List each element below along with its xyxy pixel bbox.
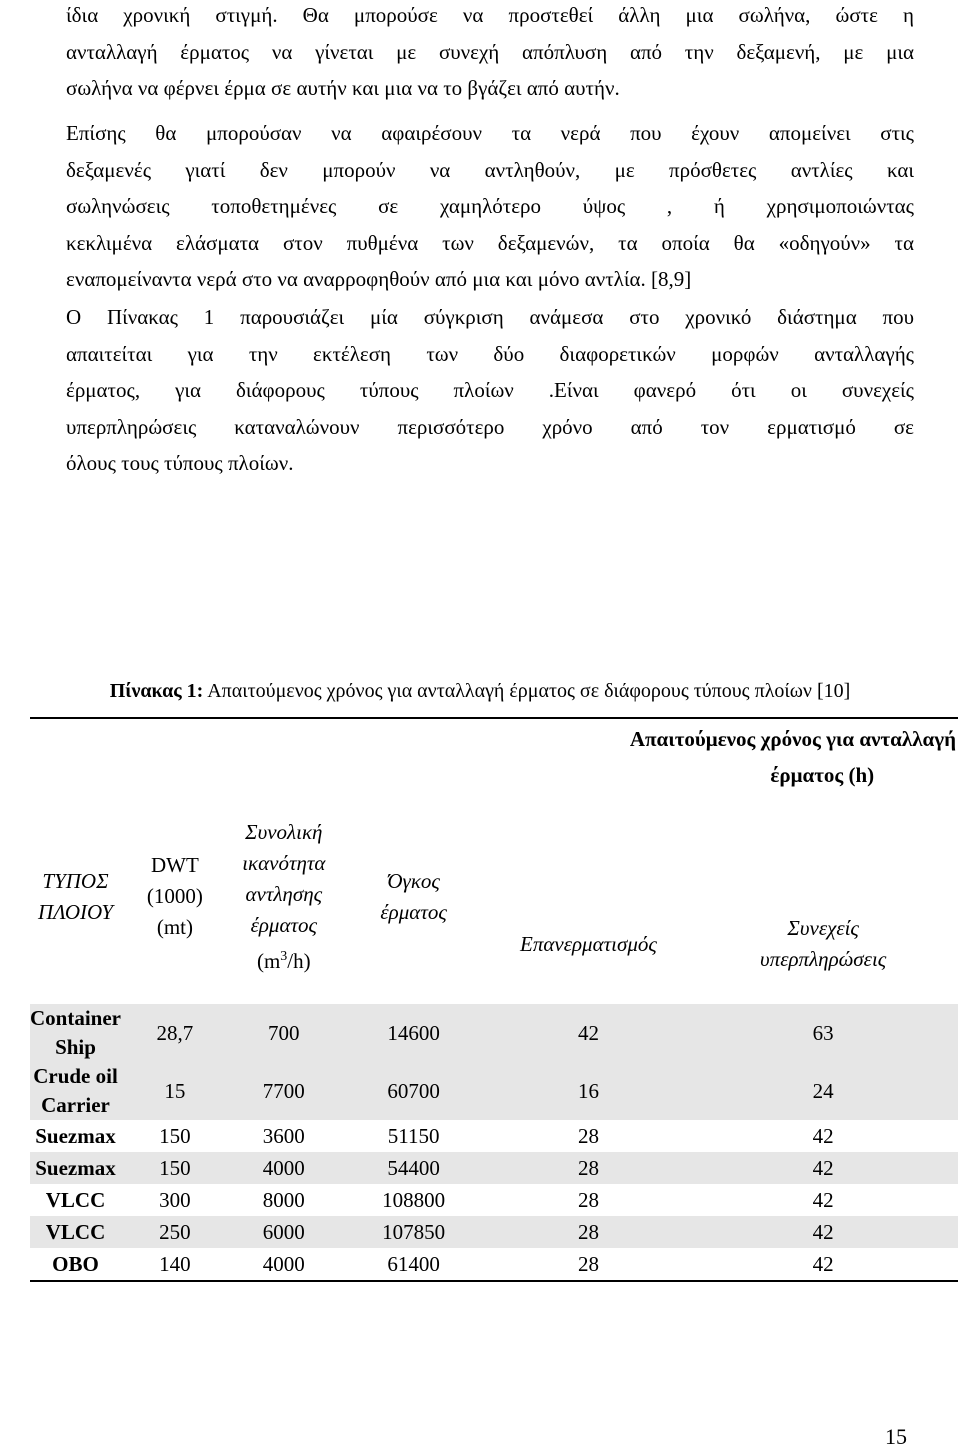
cell-volume: 61400 — [339, 1248, 489, 1281]
cell-volume: 60700 — [339, 1062, 489, 1120]
table-row — [30, 1248, 958, 1281]
paragraph-line: έρματος, για διάφορους τύπους πλοίων .Είναι φανερό ότι οι συνεχείς — [66, 378, 914, 403]
header-text: έρματος — [250, 912, 318, 937]
paragraph-line: Επίσης θα μπορούσαν να αφαιρέσουν τα νερά που έχουν απομείνει στις — [66, 121, 914, 145]
cell-dwt: 250 — [121, 1216, 229, 1248]
header-text: DWT — [151, 853, 199, 877]
cell-reballast: 42 — [489, 1004, 689, 1062]
paragraph-1 — [66, 0, 914, 107]
page-number: 15 — [885, 1424, 907, 1449]
cell-volume: 54400 — [339, 1152, 489, 1184]
table-caption — [0, 680, 960, 703]
paragraph-line: απαιτείται για την εκτέλεση των δύο διαφορετικών μορφών ανταλλαγής — [66, 341, 914, 366]
cell-pump: 700 — [229, 1004, 339, 1062]
cell-reballast: 28 — [489, 1248, 689, 1281]
table-row — [30, 1152, 958, 1184]
cell-pump: 3600 — [262, 1123, 305, 1148]
header-dwt — [121, 718, 229, 1004]
cell-overflow: 42 — [688, 1152, 958, 1184]
cell-overflow: 24 — [688, 1062, 958, 1120]
cell-text: Crude oil — [33, 1064, 118, 1088]
cell-reballast: 28 — [577, 1123, 599, 1148]
header-text: Συνεχείς — [787, 916, 859, 940]
header-text: Συνολική — [245, 819, 323, 844]
cell-dwt: 140 — [121, 1248, 229, 1281]
paragraph-3 — [66, 299, 914, 482]
table-row — [30, 1216, 958, 1248]
cell-ship-type: VLCC — [45, 1187, 106, 1212]
cell-ship-type — [30, 1004, 121, 1062]
header-text: (m — [256, 948, 281, 973]
header-ballast-volume — [339, 718, 489, 1004]
cell-ship-type: OBO — [30, 1248, 121, 1281]
header-text: ΠΛΟΙΟΥ — [37, 899, 114, 924]
cell-dwt: 28,7 — [121, 1004, 229, 1062]
header-text: έρματος — [380, 899, 447, 924]
cell-dwt: 15 — [121, 1062, 229, 1120]
paragraph-2 — [66, 115, 914, 298]
cell-text: Container — [30, 1006, 121, 1030]
paragraph-line: Ο Πίνακας 1 παρουσιάζει μία σύγκριση ανάμεσα στο χρονικό διάστημα που — [66, 305, 914, 329]
cell-reballast: 28 — [489, 1152, 689, 1184]
header-text: (mt) — [156, 915, 193, 939]
cell-ship-type — [30, 1062, 121, 1120]
paragraph-line: σωλήνα να φέρνει έρμα σε αυτήν και μια να το βγάζει από αυτήν. — [66, 76, 620, 101]
cell-pump: 4000 — [229, 1152, 339, 1184]
table-row — [30, 1184, 958, 1216]
table-caption-label: Πίνακας 1: — [109, 680, 204, 702]
header-text: (1000) — [146, 884, 203, 908]
table-row — [30, 1004, 958, 1062]
header-text: Όγκος — [387, 868, 440, 893]
header-required-time — [489, 718, 958, 884]
header-reballasting — [489, 884, 689, 1004]
header-text: αντλησης — [245, 881, 323, 906]
paragraph-line: ανταλλαγή έρματος να γίνεται με συνεχή απόπλυση από την δεξαμενή, με μια — [66, 39, 914, 64]
paragraph-line: σωληνώσεις τοποθετημένες σε χαμηλότερο ύψος , ή χρησιμοποιώντας — [66, 194, 914, 219]
cell-ship-type: Suezmax — [30, 1152, 121, 1184]
paragraph-line: όλους τους τύπους πλοίων. — [66, 451, 294, 476]
cell-volume: 108800 — [382, 1187, 446, 1212]
header-text: Απαιτούμενος χρόνος για ανταλλαγή — [629, 727, 956, 751]
cell-pump: 4000 — [229, 1248, 339, 1281]
header-text: ικανότητα — [242, 850, 326, 875]
paragraph-line: κεκλιμένα ελάσματα στον πυθμένα των δεξαμενών, τα οποία θα «οδηγούν» τα — [66, 230, 914, 255]
cell-text: Carrier — [41, 1093, 110, 1117]
cell-overflow: 42 — [688, 1248, 958, 1281]
cell-ship-type: VLCC — [30, 1216, 121, 1248]
table-row — [30, 1120, 958, 1152]
paragraph-line: υπερπληρώσεις καταναλώνουν περισσότερο χρόνο από τον ερματισμό σε — [66, 414, 914, 439]
paragraph-line: δεξαμενές γιατί δεν μπορούν να αντληθούν, με πρόσθετες αντλίες και — [66, 157, 914, 182]
cell-ship-type: Suezmax — [35, 1123, 116, 1148]
ballast-exchange-table — [30, 717, 958, 1282]
cell-dwt: 150 — [159, 1123, 191, 1148]
header-text: υπερπληρώσεις — [760, 947, 887, 971]
table-caption-text: Απαιτούμενος χρόνος για ανταλλαγή έρματος σε διάφορους τύπους πλοίων [10] — [203, 680, 851, 702]
header-text: Επανερματισμός — [520, 931, 657, 956]
cell-overflow: 42 — [812, 1187, 834, 1212]
header-sup: 3 — [280, 948, 288, 964]
cell-overflow: 42 — [688, 1216, 958, 1248]
paragraph-line: ίδια χρονική στιγμή. Θα μπορούσε να προστεθεί άλλη μια σωλήνα, ώστε η — [66, 3, 914, 27]
cell-pump: 6000 — [229, 1216, 339, 1248]
cell-reballast: 16 — [489, 1062, 689, 1120]
cell-reballast: 28 — [577, 1187, 599, 1212]
cell-volume: 107850 — [339, 1216, 489, 1248]
paragraph-line: εναπομείναντα νερά στο να αναρροφηθούν από μια και μόνο αντλία. [8,9] — [66, 267, 692, 292]
cell-overflow: 63 — [688, 1004, 958, 1062]
cell-volume: 51150 — [387, 1123, 440, 1148]
cell-pump: 8000 — [262, 1187, 305, 1212]
cell-dwt: 300 — [159, 1187, 191, 1212]
header-text: /h) — [287, 948, 311, 973]
cell-overflow: 42 — [812, 1123, 834, 1148]
header-continuous-overflow — [688, 884, 958, 1004]
header-pump-capacity — [229, 718, 339, 1004]
table-group-header-row — [30, 718, 958, 884]
cell-dwt: 150 — [121, 1152, 229, 1184]
header-ship-type — [30, 718, 121, 1004]
cell-text: Ship — [55, 1035, 96, 1059]
table-row — [30, 1062, 958, 1120]
cell-volume: 14600 — [339, 1004, 489, 1062]
header-text — [229, 941, 339, 977]
cell-pump: 7700 — [229, 1062, 339, 1120]
cell-reballast: 28 — [489, 1216, 689, 1248]
header-text: έρματος (h) — [770, 763, 875, 787]
header-text: ΤΥΠΟΣ — [42, 868, 109, 893]
